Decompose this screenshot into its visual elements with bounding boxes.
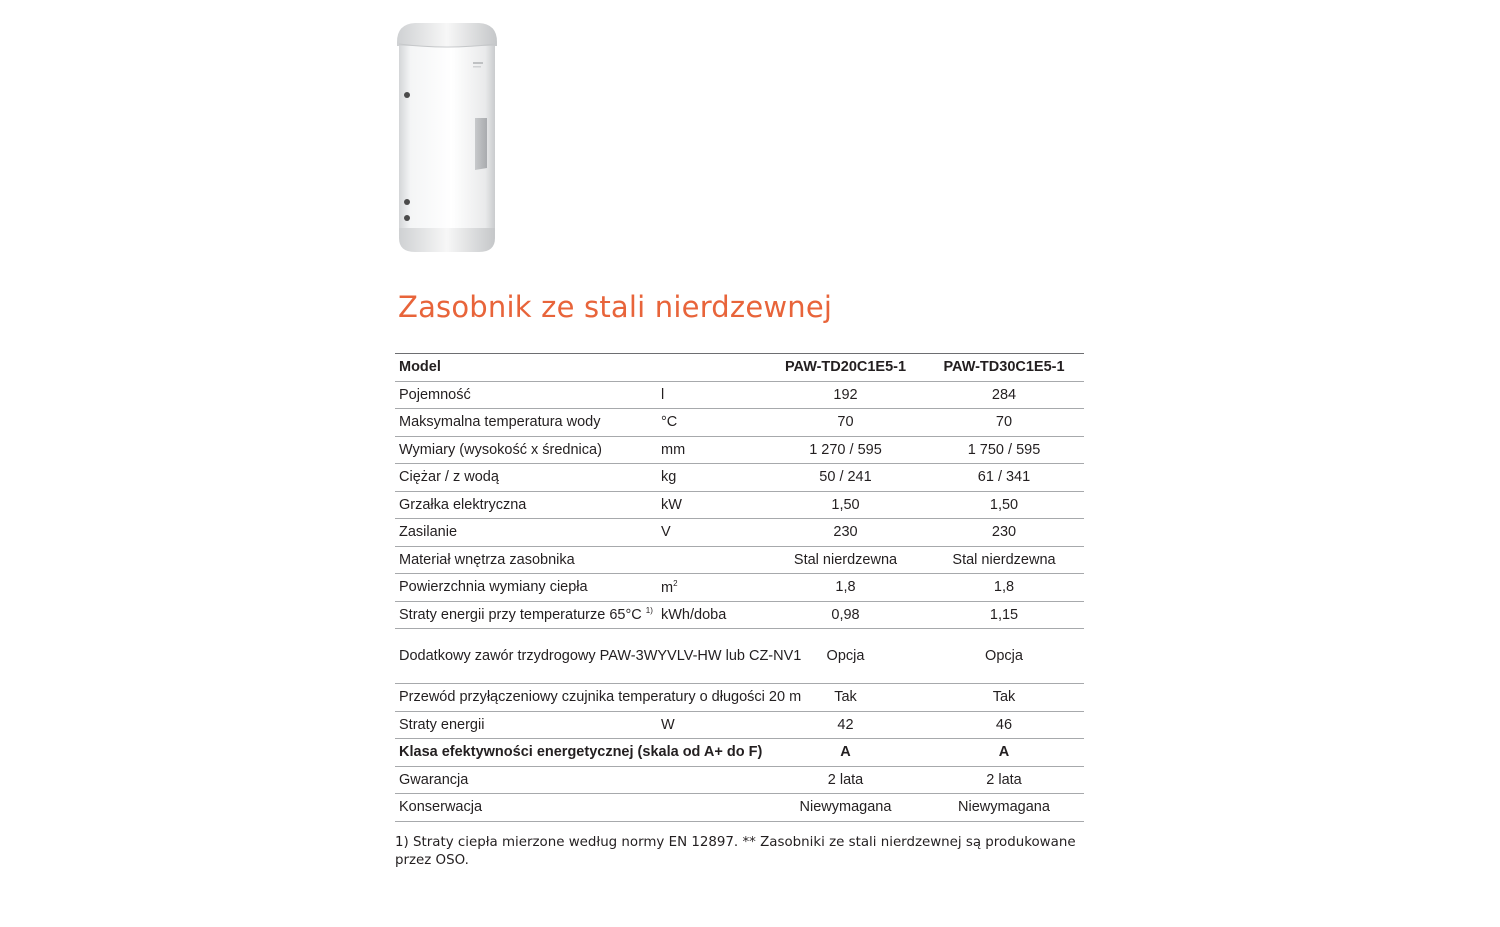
- row-value-model-1: 50 / 241: [819, 469, 872, 486]
- row-label-text: Powierzchnia wymiany ciepła: [399, 579, 588, 596]
- row-label: [395, 464, 657, 492]
- header-unit: [657, 354, 767, 382]
- row-unit: [657, 436, 767, 464]
- table-row: [395, 574, 1084, 602]
- row-label: [395, 546, 657, 574]
- row-unit: [657, 464, 767, 492]
- table-row: [395, 629, 1084, 684]
- row-label-text: Wymiary (wysokość x średnica): [399, 441, 602, 458]
- row-value-model-2: 230: [991, 524, 1017, 541]
- row-value-model-2: 284: [991, 386, 1017, 403]
- table-row: [395, 491, 1084, 519]
- table-row: [395, 546, 1084, 574]
- row-value-model-2: 2 lata: [986, 771, 1022, 788]
- row-unit-text: kW: [661, 496, 682, 513]
- row-unit-text: °C: [661, 414, 678, 431]
- row-value-model-1: 230: [833, 524, 858, 541]
- row-value-model-2: Niewymagana: [958, 799, 1050, 816]
- row-label: [395, 436, 657, 464]
- table-row: [395, 684, 1084, 712]
- row-value-model-2: Tak: [992, 689, 1016, 706]
- row-label-text: Klasa efektywności energetycznej (skala od A+ do F): [399, 744, 763, 761]
- row-unit: [657, 546, 767, 574]
- table-row: [395, 711, 1084, 739]
- table-row: [395, 519, 1084, 547]
- table-row: [395, 464, 1084, 492]
- row-label: [395, 409, 657, 437]
- row-value-model-2: 46: [995, 716, 1013, 733]
- row-value-model-2: A: [998, 744, 1010, 761]
- row-unit: [657, 574, 767, 602]
- row-value-model-1: A: [840, 744, 851, 761]
- row-value-model-1: 70: [837, 414, 854, 431]
- table-row: [395, 381, 1084, 409]
- row-unit-text: W: [661, 716, 675, 733]
- row-label-text: Grzałka elektryczna: [399, 496, 527, 513]
- page-title: Zasobnik ze stali nierdzewnej: [398, 290, 833, 324]
- row-unit-text: V: [661, 524, 671, 541]
- row-value-model-1: 1,8: [835, 579, 856, 596]
- row-label: [395, 711, 657, 739]
- row-label-text: Materiał wnętrza zasobnika: [399, 551, 575, 568]
- row-value-model-1: 0,98: [831, 606, 860, 623]
- row-label-text: Dodatkowy zawór trzydrogowy PAW-3WYVLV-HW lub CZ-NV1: [399, 648, 802, 664]
- row-unit-text: l: [661, 386, 665, 403]
- footnote: 1) Straty ciepła mierzone według normy EN 12897. ** Zasobniki ze stali nierdzewnej są produkowane przez OSO.: [395, 835, 1076, 868]
- row-value-model-1: 1,50: [831, 496, 860, 513]
- row-label: [395, 574, 657, 602]
- row-label: [395, 381, 657, 409]
- row-unit-text: kWh/doba: [661, 606, 727, 623]
- row-label: [395, 601, 657, 629]
- row-value-model-2: 1,8: [993, 579, 1015, 596]
- row-value-model-1: 1 270 / 595: [809, 441, 882, 458]
- table-row: [395, 436, 1084, 464]
- row-unit: [657, 766, 767, 794]
- table-header-row: [395, 354, 1084, 382]
- row-value-model-1: 42: [837, 716, 854, 733]
- row-label: [395, 519, 657, 547]
- footnote-marker: 1): [645, 606, 653, 616]
- row-label: [395, 684, 802, 712]
- row-label-text: Konserwacja: [399, 799, 483, 816]
- row-unit: [657, 519, 767, 547]
- unit-superscript: 2: [673, 578, 678, 588]
- row-unit-text: m: [661, 579, 674, 596]
- row-value-model-1: Stal nierdzewna: [793, 551, 898, 568]
- row-unit-text: kg: [661, 469, 677, 486]
- row-label: [395, 629, 802, 684]
- row-value-model-1: 2 lata: [827, 771, 864, 788]
- table-row: [395, 794, 1084, 822]
- row-unit: [657, 711, 767, 739]
- row-value-model-1: Niewymagana: [799, 799, 892, 816]
- row-label-text: Zasilanie: [399, 524, 458, 541]
- row-label: [395, 794, 657, 822]
- row-value-model-1: 192: [833, 386, 858, 403]
- table-row: [395, 601, 1084, 629]
- header-label: Model: [399, 359, 441, 376]
- header-model-1: PAW-TD20C1E5-1: [784, 359, 907, 376]
- table-row: [395, 409, 1084, 437]
- row-label-text: Maksymalna temperatura wody: [399, 414, 601, 431]
- row-value-model-2: 1,50: [989, 496, 1019, 513]
- row-label-text: Straty energii przy temperaturze 65°C: [399, 607, 642, 624]
- row-unit: [657, 794, 767, 822]
- row-value-model-1: Opcja: [826, 648, 865, 664]
- row-label-text: Gwarancja: [399, 771, 469, 788]
- row-label: [395, 766, 657, 794]
- water-tank-cylinder-image: [395, 20, 499, 254]
- row-value-model-2: 70: [995, 414, 1013, 431]
- row-value-model-2: 1 750 / 595: [967, 441, 1041, 458]
- row-unit: [657, 409, 767, 437]
- row-value-model-2: Opcja: [985, 648, 1023, 664]
- specification-table: [395, 353, 1084, 822]
- row-label: [395, 491, 657, 519]
- row-unit: [657, 381, 767, 409]
- table-row: [395, 739, 1084, 767]
- row-unit: [657, 491, 767, 519]
- table-row: [395, 766, 1084, 794]
- row-value-model-1: Tak: [834, 689, 857, 706]
- row-value-model-2: 1,15: [989, 606, 1019, 623]
- header-model-2: PAW-TD30C1E5-1: [943, 359, 1065, 376]
- row-label-text: Przewód przyłączeniowy czujnika temperatury o długości 20 m: [399, 689, 802, 706]
- row-label-text: Ciężar / z wodą: [399, 469, 499, 486]
- row-label-text: Straty energii: [399, 716, 485, 733]
- row-unit-text: mm: [661, 441, 686, 458]
- row-label: [395, 739, 763, 767]
- row-value-model-2: 61 / 341: [977, 469, 1031, 486]
- row-unit: [657, 601, 767, 629]
- row-value-model-2: Stal nierdzewna: [952, 551, 1056, 568]
- row-label-text: Pojemność: [399, 386, 471, 403]
